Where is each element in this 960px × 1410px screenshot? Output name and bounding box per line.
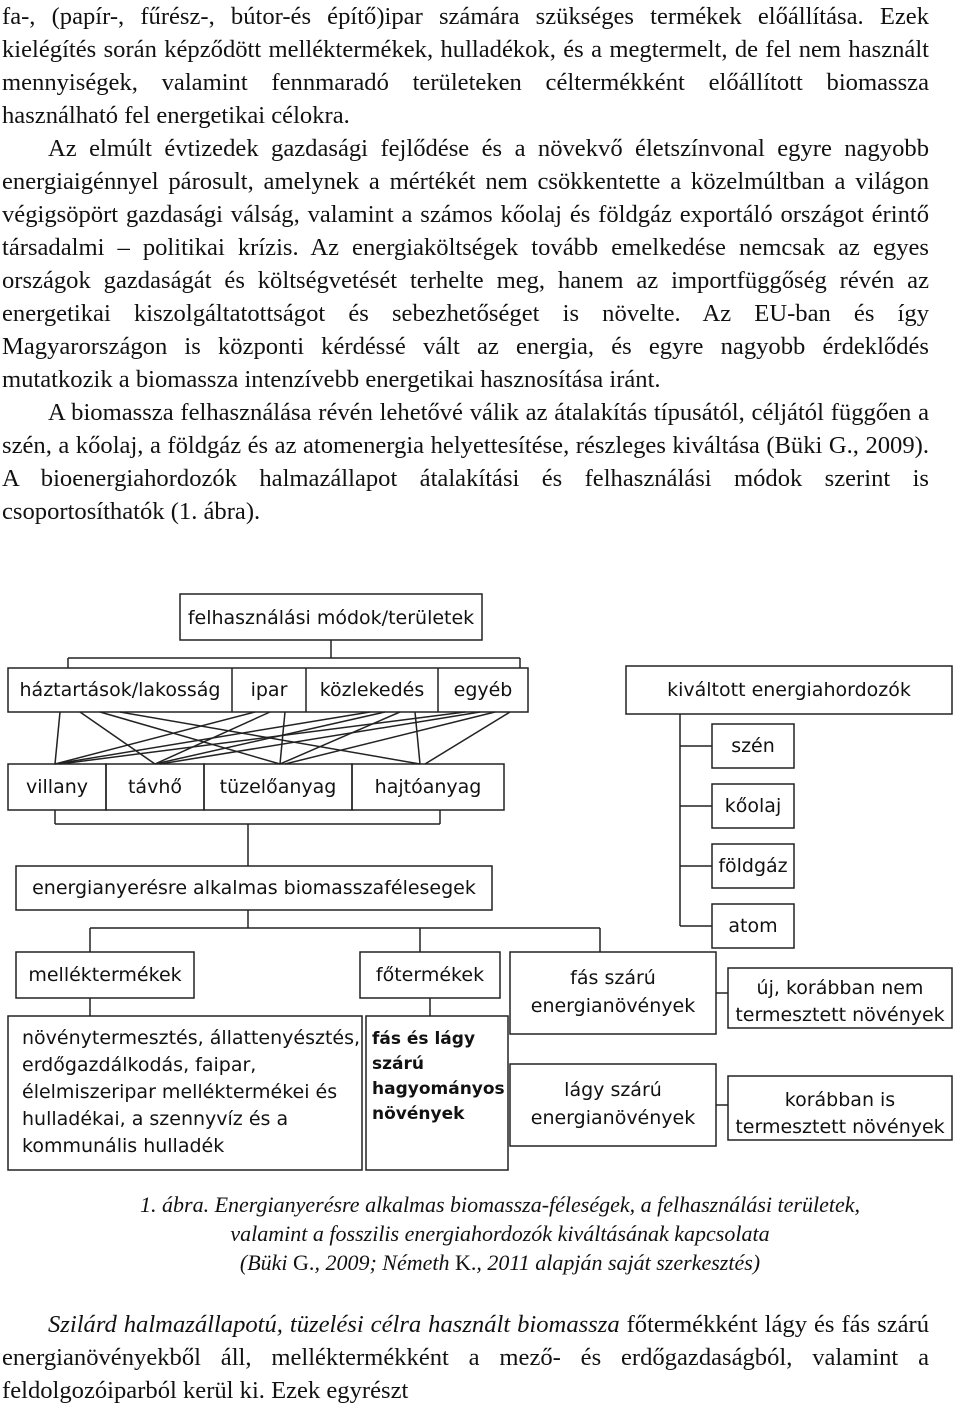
body-text-bottom	[2, 1308, 929, 1407]
label-soft-line-2: energianövények	[530, 1107, 696, 1129]
figure-caption	[0, 1190, 960, 1277]
paragraph-1-line-1: fa-, (papír-, fűrész-, bútor-és építő)ipar számára szükséges termékek előállítása.	[2, 3, 864, 30]
label-woody-line-1: fás szárú	[570, 967, 656, 989]
paragraph-1	[2, 0, 929, 132]
label-form-motor-fuel: hajtóanyag	[374, 776, 482, 798]
label-byproducts-line-1: növénytermesztés, állattenyésztés,	[22, 1027, 361, 1049]
label-nuclear: atom	[728, 915, 778, 937]
label-oil: kőolaj	[724, 795, 782, 817]
label-soft-line-1: lágy szárú	[564, 1079, 662, 1101]
label-byproducts-line-2: erdőgazdálkodás, faipar,	[22, 1054, 257, 1076]
figure-1-diagram	[0, 588, 960, 1176]
paragraph-1-rest: Ezek kielégítés során képződött melléktermékek, hulladékok, és a megtermelt, de fel nem használt mennyiségek, valamint fennmaradó területeken céltermékként előállított biomassza használható fel energetikai célokra.	[2, 3, 929, 129]
label-byproducts-line-4: hulladékai, a szennyvíz és a	[22, 1108, 289, 1130]
label-form-district-heat: távhő	[127, 776, 183, 798]
label-use-transport: közlekedés	[319, 679, 425, 701]
body-text-top	[2, 0, 929, 528]
label-top: felhasználási módok/területek	[187, 607, 475, 629]
label-byproducts-line-3: élelmiszeripar melléktermékei és	[22, 1081, 338, 1103]
label-new-crops-line-1: új, korábban nem	[756, 977, 924, 999]
label-form-fuel: tüzelőanyag	[219, 776, 337, 798]
label-byproducts-line-5: kommunális hulladék	[22, 1135, 225, 1157]
box-soft	[510, 1064, 716, 1146]
label-coal: szén	[731, 735, 775, 757]
caption-line-1: 1. ábra. Energianyerésre alkalmas biomassza-féleségek, a felhasználási területek,	[140, 1192, 860, 1217]
label-replaced-title: kiváltott energiahordozók	[667, 679, 911, 701]
label-traditional-line-2: szárú	[372, 1054, 424, 1074]
label-form-electricity: villany	[25, 776, 89, 798]
paragraph-4: Szilárd halmazállapotú, tüzelési célra használt biomassza főtermékként lágy és fás szárú energianövényekből áll, melléktermékként a mező- és erdőgazdaságból, valamint a feldolgozóiparból kerül ki. Ezek egyrészt	[2, 1311, 929, 1404]
label-old-crops-line-1: korábban is	[784, 1089, 896, 1111]
label-gas: földgáz	[718, 855, 788, 877]
diagram-svg	[0, 588, 960, 1176]
paragraph-3: A biomassza felhasználása révén lehetővé válik az átalakítás típusától, céljától függően a szén, a kőolaj, a földgáz és az atomenergia helyettesítése, részleges kiváltása (Büki G., 2009). A bioenergiahordozók halmazállapot átalakítási és felhasználási módok szerint is csoportosíthatók (1. ábra).	[2, 399, 929, 525]
label-byproducts: melléktermékek	[28, 964, 182, 986]
label-traditional-line-3: hagyományos	[372, 1079, 505, 1099]
label-traditional-line-4: növények	[372, 1104, 465, 1124]
label-woody-line-2: energianövények	[530, 995, 696, 1017]
box-woody	[510, 952, 716, 1034]
label-traditional-line-1: fás és lágy	[372, 1029, 476, 1049]
caption-line-3: (Büki G., 2009; Németh K., 2011 alapján saját szerkesztés)	[239, 1250, 761, 1275]
label-old-crops-line-2: termesztett növények	[735, 1116, 945, 1138]
paragraph-2: Az elmúlt évtizedek gazdasági fejlődése és a növekvő életszínvonal egyre nagyobb energiaigénnyel párosult, amelynek a mértékét nem csökkentette a közelmúltban a világon végigsöpört gazdasági válság, valamint a számos kőolaj és földgáz exportáló országot érintő társadalmi – politikai krízis. Az energiaköltségek tovább emelkedése nemcsak az egyes országok gazdaságát és költségvetését terhelte meg, hanem az importfüggőség révén az energetikai kiszolgáltatottságot és sebezhetőséget is növelte. Az EU-ban és így Magyarországon is központi kérdéssé vált az energia, és egyre nagyobb érdeklődés mutatkozik a biomassza intenzívebb energetikai hasznosítása iránt.	[2, 135, 929, 393]
caption-line-2: valamint a fosszilis energiahordozók kiváltásának kapcsolata	[230, 1221, 770, 1246]
label-new-crops-line-2: termesztett növények	[735, 1004, 945, 1026]
label-biomass: energianyerésre alkalmas biomasszafélesegek	[32, 877, 476, 899]
label-main-products: főtermékek	[375, 964, 485, 986]
label-use-industry: ipar	[250, 679, 288, 701]
label-use-households: háztartások/lakosság	[19, 679, 221, 701]
label-use-other: egyéb	[453, 679, 513, 701]
